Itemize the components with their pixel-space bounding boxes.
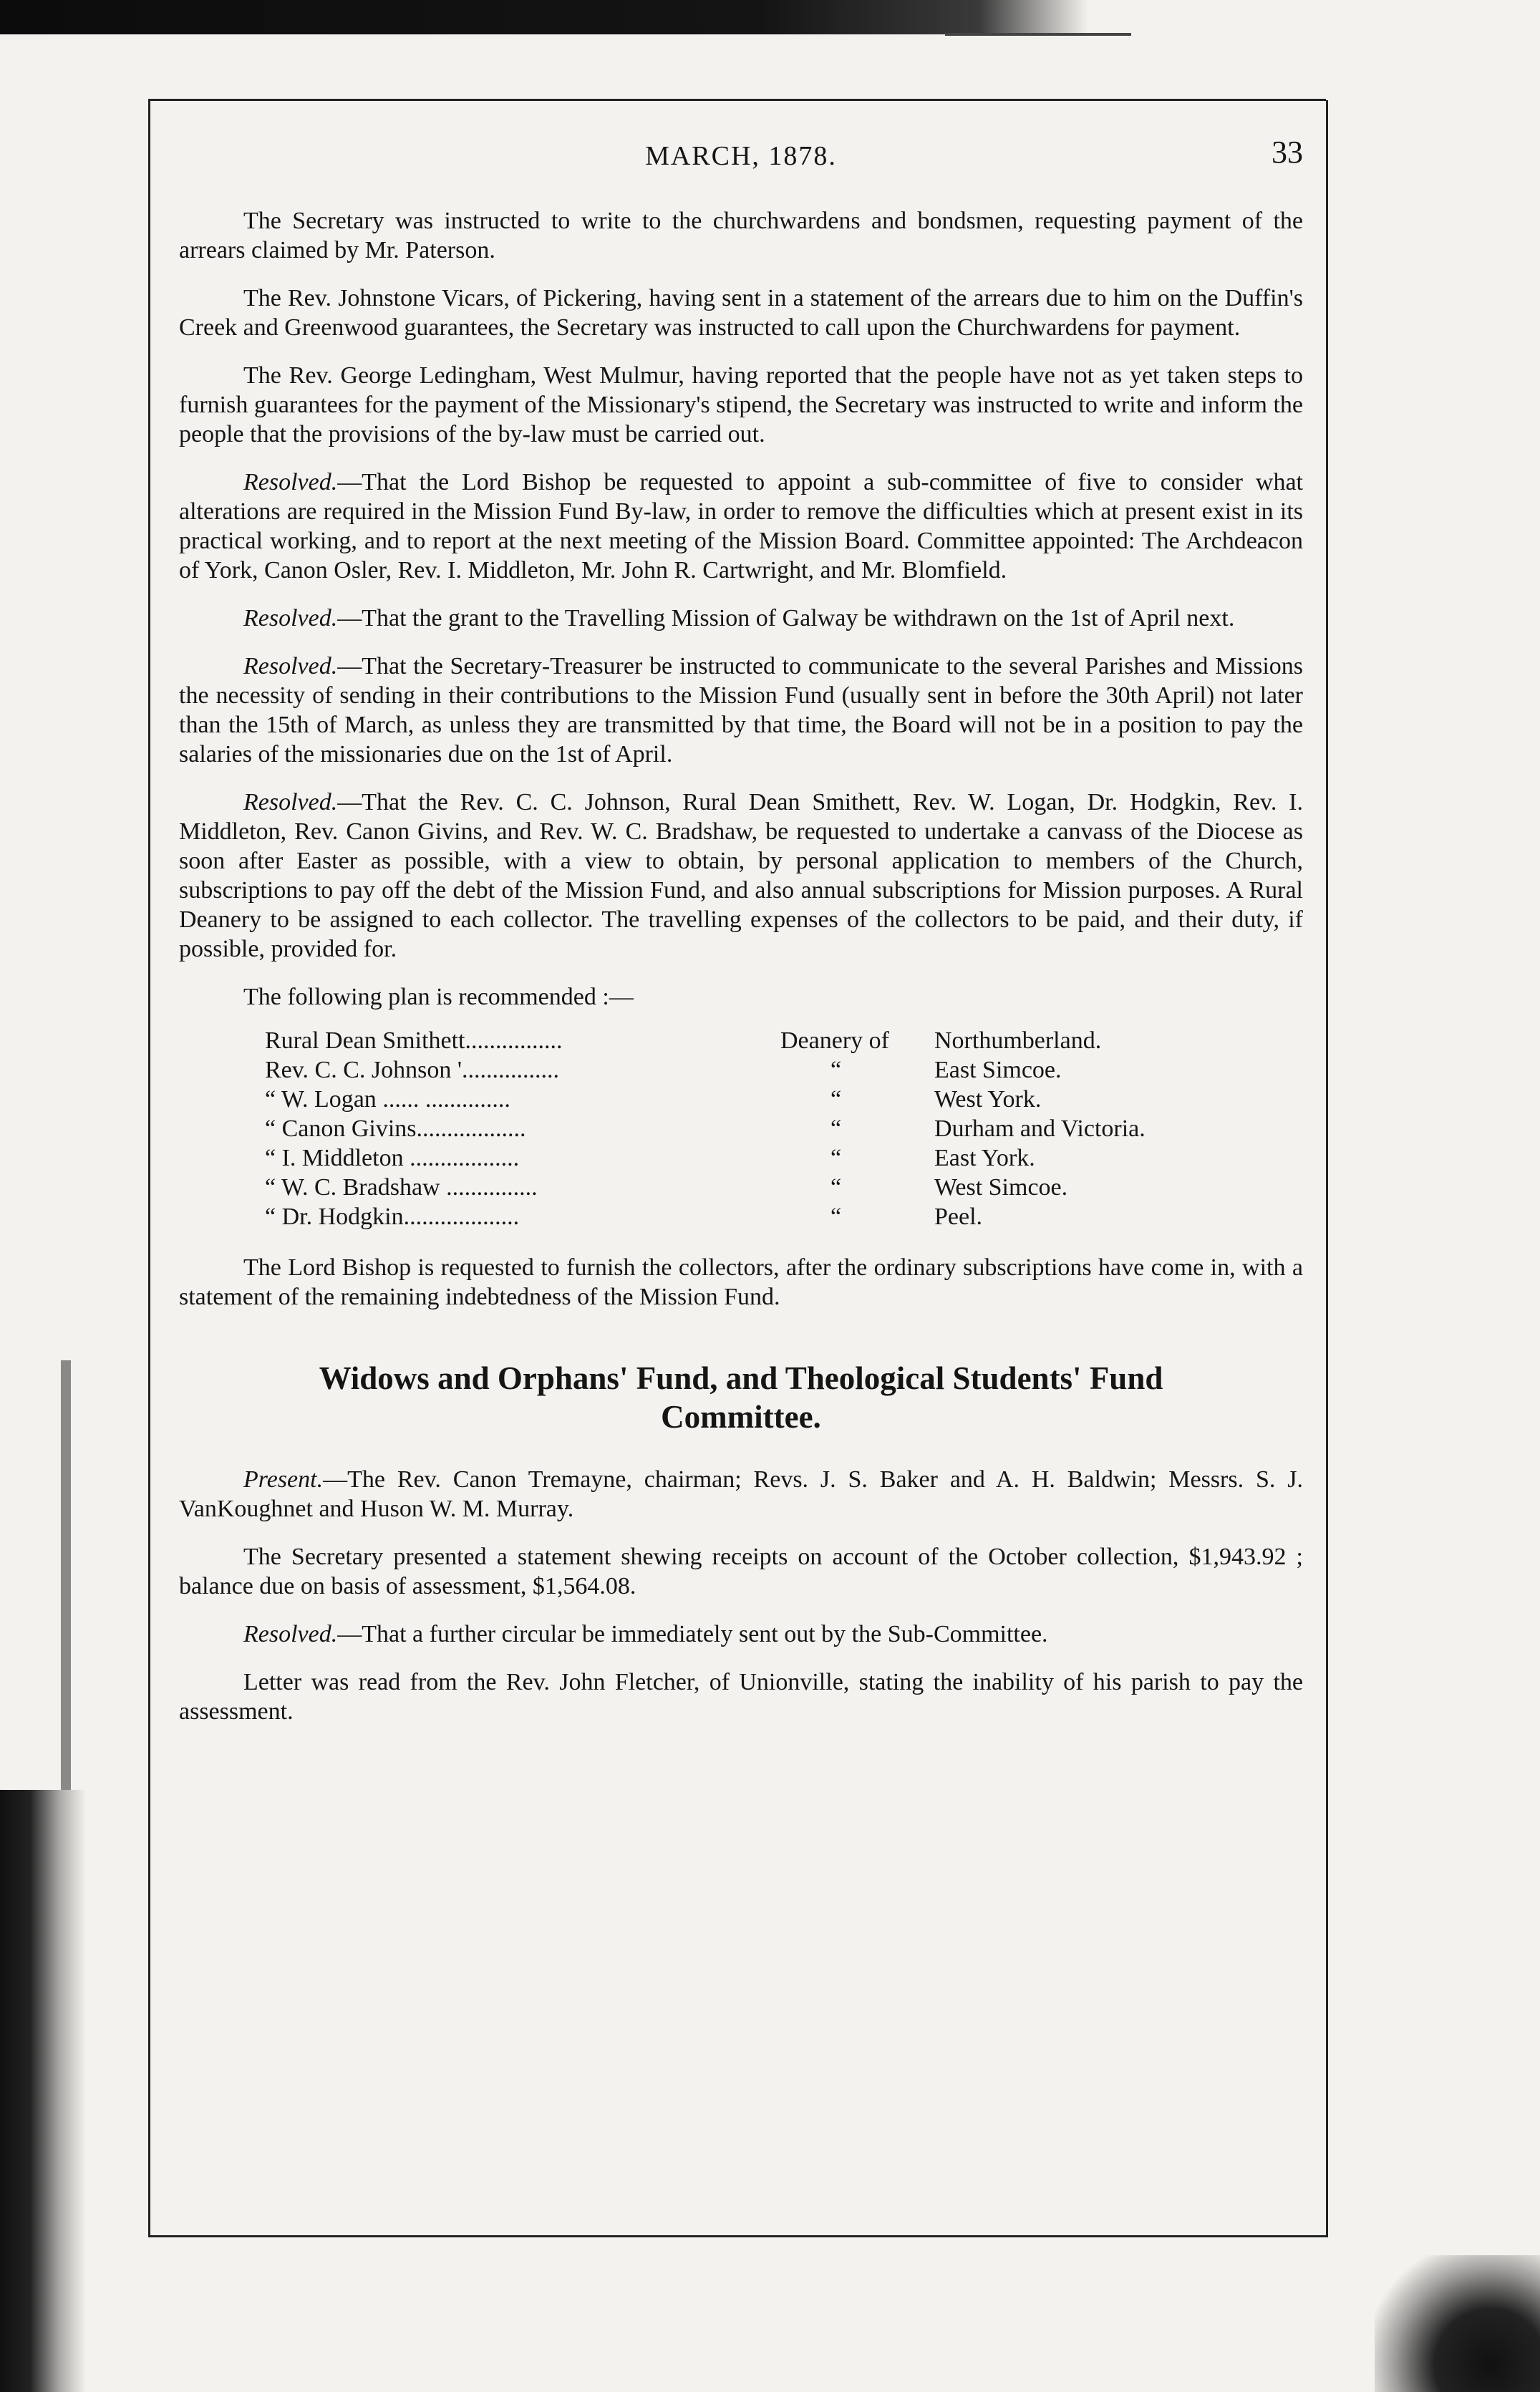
deanery-name: East Simcoe. [934, 1057, 1062, 1083]
scan-edge-top-line [945, 33, 1131, 36]
resolved-label: Resolved. [243, 469, 338, 495]
scan-edge-left-strip [61, 1360, 71, 1790]
collector-name: Rural Dean Smithett [265, 1027, 465, 1054]
scan-smudge [1375, 2255, 1540, 2392]
resolution-text: —That the grant to the Travelling Mission of Galway be withdrawn on the 1st of April next. [337, 605, 1235, 631]
scan-edge-top [0, 0, 1088, 34]
dot-leader: ................ [465, 1027, 563, 1054]
table-row [265, 1202, 1146, 1231]
present-text: —The Rev. Canon Tremayne, chairman; Revs. J. S. Baker and A. H. Baldwin; Messrs. S. J. VanKoughnet and Huson W. M. Murray. [179, 1466, 1303, 1522]
dot-leader: ...... .............. [376, 1086, 510, 1113]
collector-name: “ W. Logan [265, 1086, 377, 1113]
table-row [265, 1143, 1146, 1173]
paragraph: Letter was read from the Rev. John Fletcher, of Unionville, stating the inability of his parish to pay the assessment. [179, 1669, 1303, 1725]
resolved-label: Resolved. [243, 653, 338, 679]
resolution-text: —That the Secretary-Treasurer be instructed to communicate to the several Parishes and Missions the necessity of sending in their contributions to the Mission Fund (usually sent in before the 30th April) not later than the 15th of March, as unless they are transmitted by that time, the Board will not be in a position to pay the salaries of the missionaries due on the 1st of April. [179, 653, 1303, 768]
dot-leader: .................. [403, 1145, 520, 1171]
resolution-text: —That a further circular be immediately sent out by the Sub-Committee. [337, 1621, 1048, 1647]
collector-plan-table [265, 1026, 1146, 1231]
resolution-text: —That the Lord Bishop be requested to appoint a sub-committee of five to consider what alterations are required in the Mission Fund By-law, in order to remove the difficulties which at present exist in its practical working, and to report at the next meeting of the Mission Board. Committee appointed: The Archdeacon of York, Canon Osler, Rev. I. Middleton, Mr. John R. Cartwright, and Mr. Blomfield. [179, 469, 1303, 584]
plan-intro: The following plan is recommended :— [243, 984, 634, 1010]
resolved-label: Resolved. [243, 1621, 338, 1647]
ditto-mark: “ [830, 1204, 842, 1230]
page-date: MARCH, 1878. [645, 141, 837, 171]
deanery-name: West Simcoe. [934, 1174, 1068, 1201]
deanery-name: Durham and Victoria. [934, 1115, 1146, 1142]
collector-name: “ Canon Givins [265, 1115, 417, 1142]
ditto-mark: “ [830, 1145, 842, 1171]
present-paragraph [179, 1465, 1303, 1524]
present-label: Present. [243, 1466, 324, 1493]
deanery-name: West York. [934, 1086, 1042, 1113]
collector-name: Rev. C. C. Johnson [265, 1057, 452, 1083]
deanery-prefix: Deanery of [780, 1027, 889, 1054]
deanery-name: Peel. [934, 1204, 983, 1230]
resolution [179, 604, 1303, 633]
resolution [179, 1619, 1303, 1649]
table-row [265, 1026, 1146, 1055]
resolution [179, 468, 1303, 585]
collector-name: “ W. C. Bradshaw [265, 1174, 440, 1201]
page-frame-bottom [148, 2235, 1326, 2237]
resolved-label: Resolved. [243, 789, 338, 815]
ditto-mark: “ [830, 1174, 842, 1201]
section-heading-line: Widows and Orphans' Fund, and Theological Students' Fund [319, 1360, 1163, 1396]
paragraph: The Rev. Johnstone Vicars, of Pickering, having sent in a statement of the arrears due to him on the Duffin's Creek and Greenwood guarantees, the Secretary was instructed to call upon the Churchwardens for payment. [179, 285, 1303, 341]
dot-leader: ................... [403, 1204, 520, 1230]
table-row [265, 1114, 1146, 1143]
dot-leader: .................. [416, 1115, 526, 1142]
section-heading-line: Committee. [661, 1399, 821, 1435]
page-content [179, 136, 1303, 1745]
collector-name: “ I. Middleton [265, 1145, 404, 1171]
resolution [179, 652, 1303, 769]
deanery-name: East York. [934, 1145, 1035, 1171]
page-number: 33 [1272, 135, 1303, 170]
ditto-mark: “ [830, 1115, 842, 1142]
ditto-mark: “ [830, 1086, 842, 1113]
paragraph: The Secretary presented a statement shewing receipts on account of the October collection, $1,943.92 ; balance due on basis of assessment, $1,564.08. [179, 1544, 1303, 1599]
dot-leader: ............... [440, 1174, 538, 1201]
paragraph: The Secretary was instructed to write to the churchwardens and bondsmen, requesting payment of the arrears claimed by Mr. Paterson. [179, 208, 1303, 263]
table-row [265, 1085, 1146, 1114]
scan-edge-left [0, 1790, 86, 2392]
paragraph: The Rev. George Ledingham, West Mulmur, having reported that the people have not as yet taken steps to furnish guarantees for the payment of the Missionary's stipend, the Secretary was instructed to write and inform the people that the provisions of the by-law must be carried out. [179, 362, 1303, 447]
paragraph: The Lord Bishop is requested to furnish the collectors, after the ordinary subscriptions have come in, with a statement of the remaining indebtedness of the Mission Fund. [179, 1254, 1303, 1310]
table-row [265, 1055, 1146, 1085]
running-header [179, 136, 1303, 186]
deanery-name: Northumberland. [934, 1027, 1102, 1054]
section-heading [179, 1359, 1303, 1436]
table-row [265, 1173, 1146, 1202]
collector-name: “ Dr. Hodgkin [265, 1204, 404, 1230]
ditto-mark: “ [830, 1057, 842, 1083]
resolution [179, 788, 1303, 964]
resolution-text: —That the Rev. C. C. Johnson, Rural Dean Smithett, Rev. W. Logan, Dr. Hodgkin, Rev. I. Middleton, Rev. Canon Givins, and Rev. W. C. Bradshaw, be requested to undertake a canvass of the Diocese as soon after Easter as possible, with a view to obtain, by personal application to members of the Church, subscriptions to pay off the debt of the Mission Fund, and also annual subscriptions for Mission purposes. A Rural Deanery to be assigned to each collector. The travelling expenses of the collectors to be paid, and their duty, if possible, provided for. [179, 789, 1303, 962]
dot-leader: '................ [451, 1057, 560, 1083]
resolved-label: Resolved. [243, 605, 338, 631]
